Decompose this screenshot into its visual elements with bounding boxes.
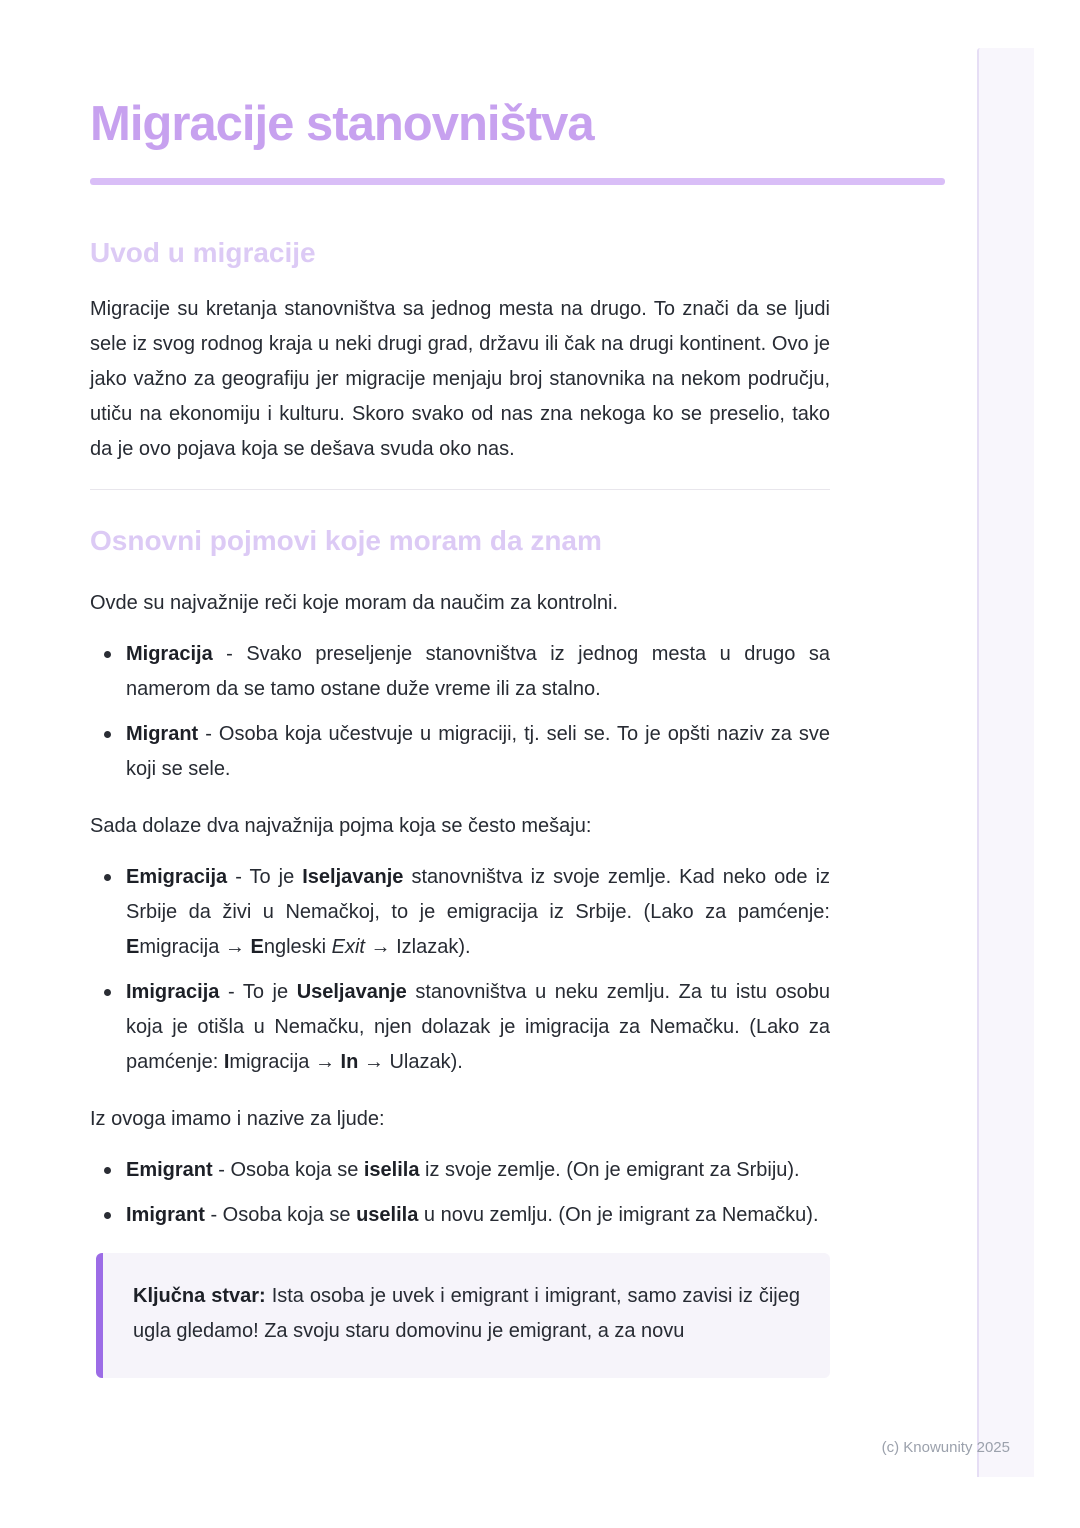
text-run: stanovništva u neku zemlju. Za tu istu osobu koja je otišla u Nemačku, njen dolazak je imigracija za Nemačku. (Lako za pamćenje: — [126, 981, 831, 1073]
text-run: migracija → — [139, 936, 251, 958]
document-page — [90, 0, 830, 1378]
section-heading-pojmovi: Osnovni pojmovi koje moram da znam — [90, 525, 602, 556]
term-list-item — [126, 717, 830, 787]
text-run: iselila — [363, 1159, 420, 1181]
term-list-item — [126, 1198, 830, 1233]
people-intro-paragraph: Iz ovoga imamo i nazive za ljude: — [90, 1108, 385, 1130]
title-rule — [90, 178, 945, 185]
text-run: E — [250, 936, 264, 958]
text-run: Useljavanje — [296, 981, 407, 1003]
next-page-edge — [977, 48, 1034, 1477]
lead-paragraph: Ovde su najvažnije reči koje moram da naučim za kontrolni. — [90, 592, 619, 614]
text-run: Imigrant — [126, 1204, 205, 1226]
text-run: E — [126, 936, 140, 958]
text-run: Emigracija — [126, 866, 228, 888]
term-list-item — [126, 1153, 830, 1188]
text-run: → Izlazak). — [364, 936, 471, 958]
text-run: In — [340, 1051, 359, 1073]
text-run: stanovništva iz svoje zemlje. Kad neko ode iz Srbije da živi u Nemačkoj, to je emigracija iz Srbije. (Lako za pamćenje: — [126, 866, 831, 923]
key-point-callout — [96, 1253, 830, 1378]
term-list-item — [126, 860, 830, 965]
text-run: - Osoba koja učestvuje u migraciji, tj. seli se. To je opšti naziv za sve koji se sele. — [126, 723, 830, 780]
term-list-item — [126, 975, 830, 1080]
text-run: - Svako preseljenje stanovništva iz jednog mesta u drugo sa namerom da se tamo ostane duže vreme ili za stalno. — [126, 643, 830, 700]
text-run: - Osoba koja se — [204, 1204, 357, 1226]
text-run: → Ulazak). — [358, 1051, 463, 1073]
text-run: Ista osoba je uvek i emigrant i imigrant, samo zavisi iz čijeg ugla gledamo! Za svoju staru domovinu je emigrant, a za novu — [133, 1285, 800, 1342]
text-run: ngleski — [263, 936, 332, 958]
text-run: - To je — [219, 981, 297, 1003]
key-point-text — [133, 1279, 800, 1349]
text-run: Iseljavanje — [302, 866, 404, 888]
copyright-note: (c) Knowunity 2025 — [881, 1439, 1010, 1456]
text-run: Exit — [331, 936, 365, 958]
intro-paragraph: Migracije su kretanja stanovništva sa jednog mesta na drugo. To znači da se ljudi sele iz svog rodnog kraja u neki drugi grad, državu ili čak na drugi kontinent. Ovo je jako važno za geografiju jer migracije menjaju broj stanovnika na nekom području, utiču na ekonomiju i kulturu. Skoro svako od nas zna nekoga ko se preselio, tako da je ovo pojava koja se dešava svuda oko nas. — [90, 298, 830, 460]
section-heading-uvod: Uvod u migracije — [90, 237, 316, 268]
text-run: Migracija — [126, 643, 213, 665]
page-title: Migracije stanovništva — [90, 97, 594, 151]
text-run: Imigracija — [126, 981, 220, 1003]
text-run: Ključna stvar: — [133, 1285, 266, 1307]
text-run: uselila — [356, 1204, 419, 1226]
section-pojmovi — [90, 524, 830, 1378]
text-run: - To je — [227, 866, 303, 888]
term-list-item — [126, 637, 830, 707]
people-terms-list — [90, 1153, 830, 1233]
transition-paragraph: Sada dolaze dva najvažnija pojma koja se često mešaju: — [90, 815, 592, 837]
text-run: Emigrant — [126, 1159, 213, 1181]
text-run: iz svoje zemlje. (On je emigrant za Srbiju). — [419, 1159, 800, 1181]
basic-terms-list — [90, 637, 830, 787]
text-run: Migrant — [126, 723, 199, 745]
text-run: I — [223, 1051, 230, 1073]
text-run: - Osoba koja se — [212, 1159, 364, 1181]
migration-types-list — [90, 860, 830, 1080]
text-run: migracija → — [229, 1051, 341, 1073]
section-uvod — [90, 236, 830, 467]
text-run: u novu zemlju. (On je imigrant za Nemačku). — [418, 1204, 819, 1226]
section-divider — [90, 489, 830, 490]
